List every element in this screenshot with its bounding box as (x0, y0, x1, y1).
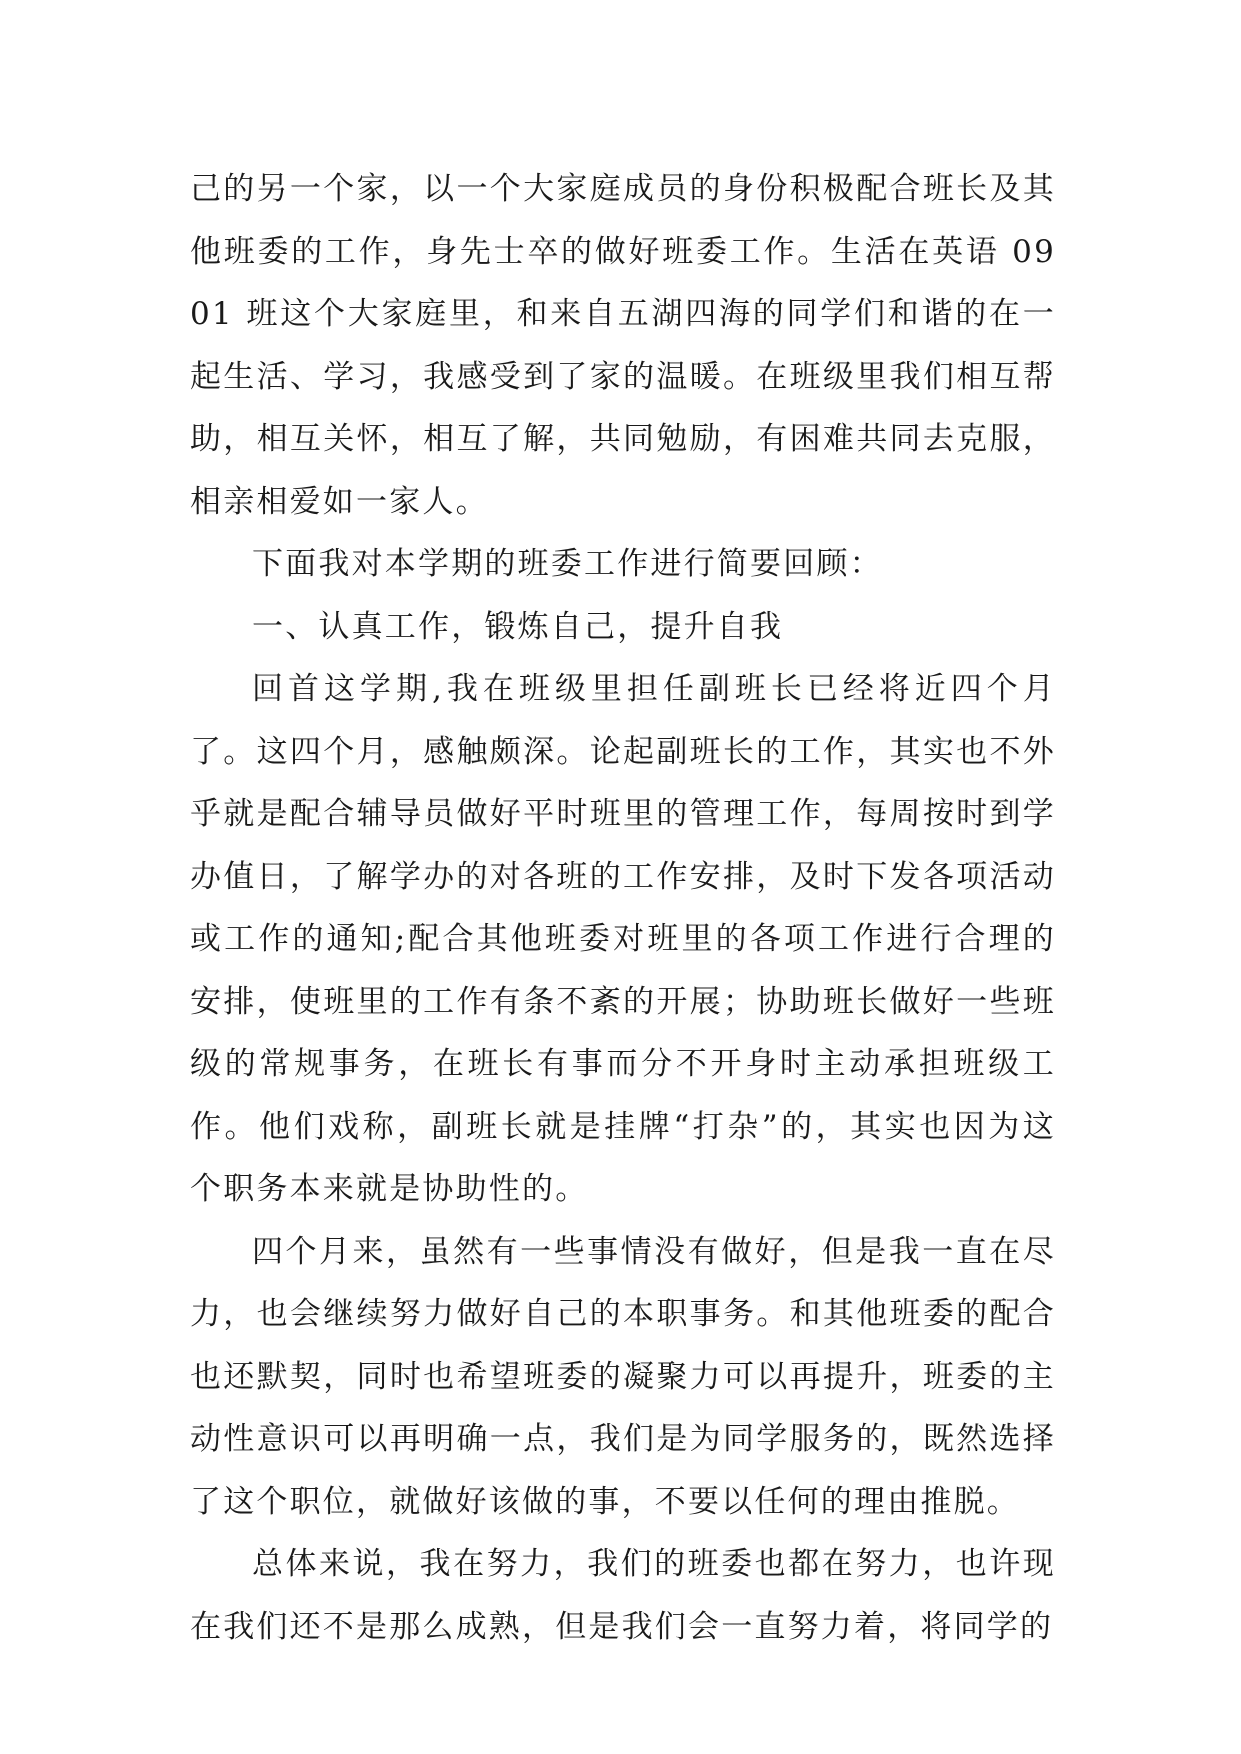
section-heading-1: 一、认真工作，锻炼自己，提升自我 (252, 608, 784, 645)
document-body (190, 158, 1056, 1658)
paragraph-continuation: 己的另一个家，以一个大家庭成员的身份积极配合班长及其他班委的工作，身先士卒的做好班委工作。生活在英语 0901 班这个大家庭里，和来自五湖四海的同学们和谐的在一起生活、学习，我感受到了家的温暖。在班级里我们相互帮助，相互关怀，相互了解，共同勉励，有困难共同去克服，相亲相爱如一家人。 (190, 171, 1056, 520)
paragraph-four-months: 四个月来，虽然有一些事情没有做好，但是我一直在尽力，也会继续努力做好自己的本职事务。和其他班委的配合也还默契，同时也希望班委的凝聚力可以再提升，班委的主动性意识可以再明确一点，我们是为同学服务的，既然选择了这个职位，就做好该做的事，不要以任何的理由推脱。 (190, 1233, 1056, 1520)
paragraph-review-intro: 下面我对本学期的班委工作进行简要回顾： (252, 546, 883, 582)
paragraph-summary: 总体来说，我在努力，我们的班委也都在努力，也许现在我们还不是那么成熟，但是我们会一直努力着，将同学的 (190, 1546, 1056, 1645)
paragraph-vice-monitor-duties: 回首这学期,我在班级里担任副班长已经将近四个月了。这四个月，感触颇深。论起副班长的工作，其实也不外乎就是配合辅导员做好平时班里的管理工作，每周按时到学办值日，了解学办的对各班的工作安排，及时下发各项活动或工作的通知;配合其他班委对班里的各项工作进行合理的安排，使班里的工作有条不紊的开展；协助班长做好一些班级的常规事务，在班长有事而分不开身时主动承担班级工作。他们戏称，副班长就是挂牌“打杂”的，其实也因为这个职务本来就是协助性的。 (190, 671, 1056, 1207)
